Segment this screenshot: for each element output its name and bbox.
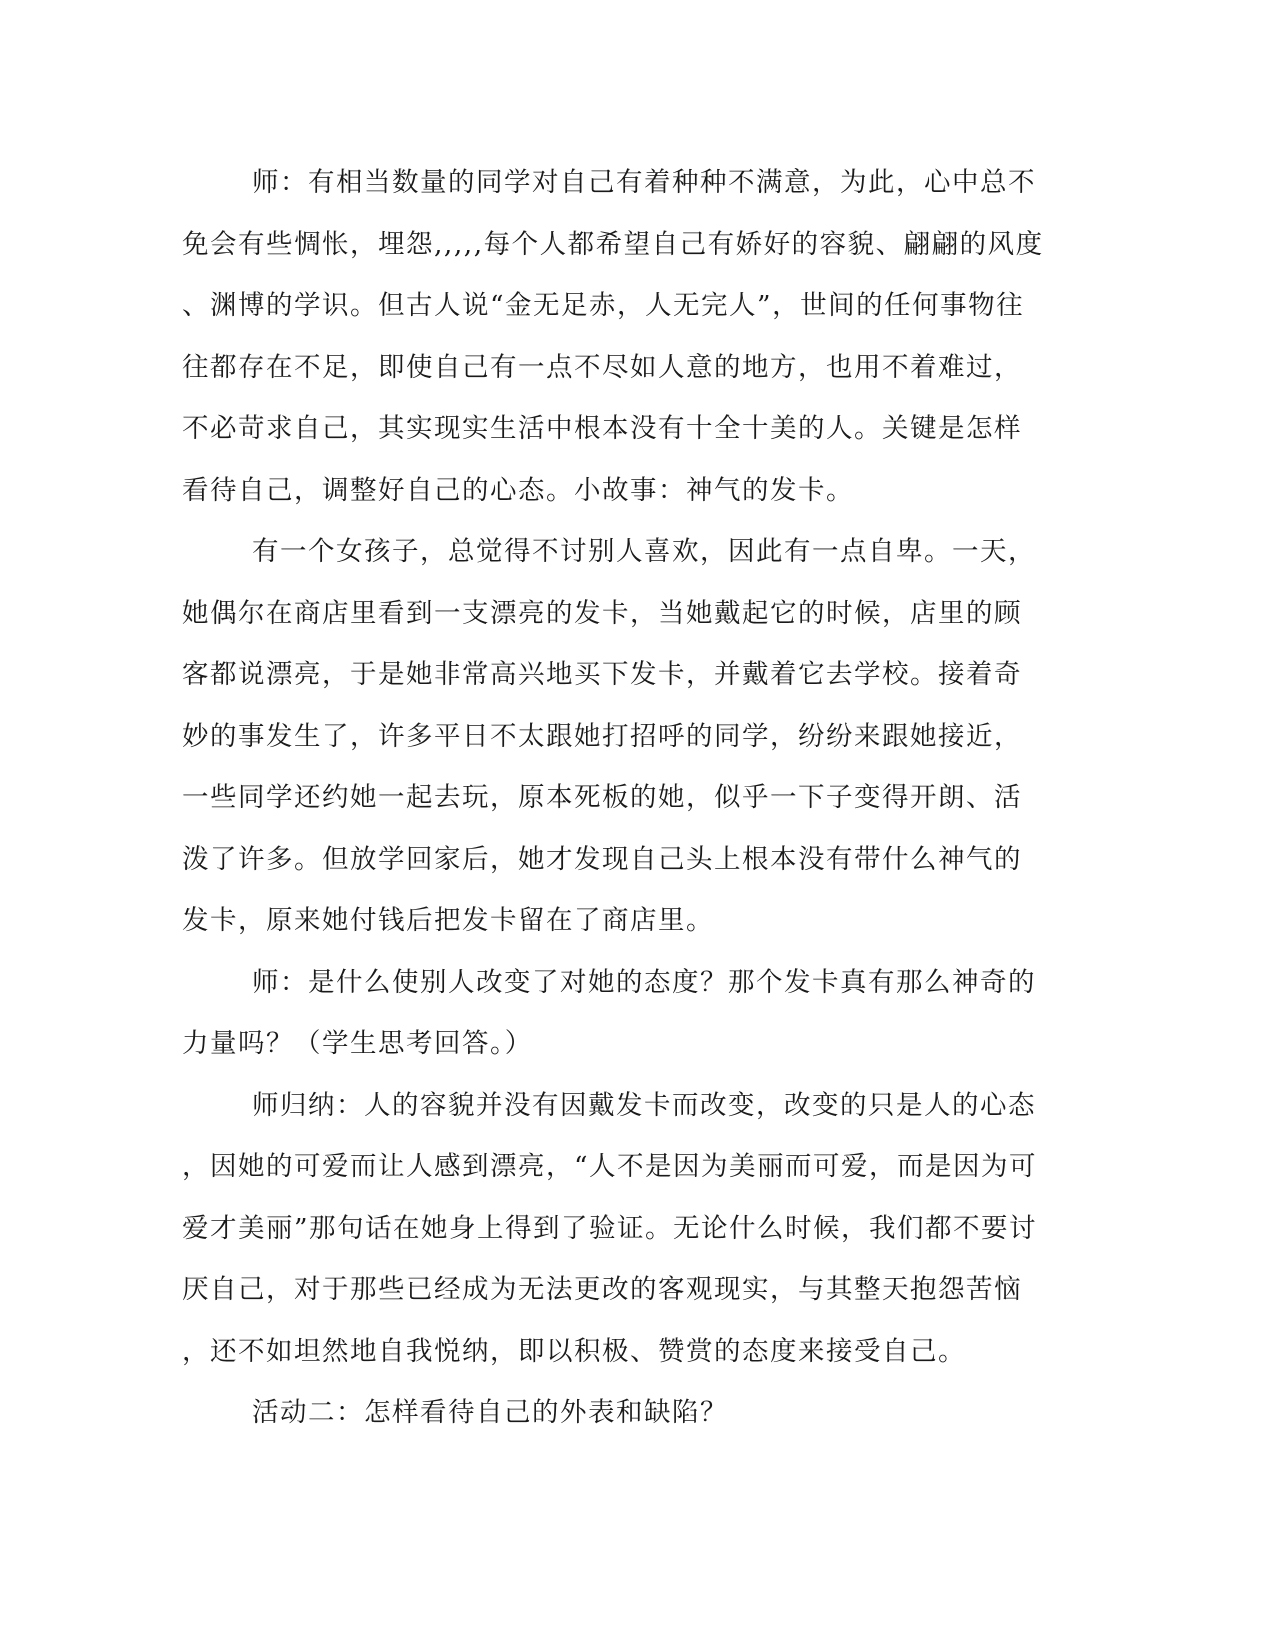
document-body xyxy=(182,152,1042,1444)
paragraph-line: 看待自己，调整好自己的心态。小故事：神气的发卡。 xyxy=(182,474,854,506)
paragraph-line: 她偶尔在商店里看到一支漂亮的发卡，当她戴起它的时候，店里的顾 xyxy=(182,597,1022,629)
paragraph-line: 妙的事发生了，许多平日不太跟她打招呼的同学，纷纷来跟她接近， xyxy=(182,720,1022,752)
paragraph-line: 师：是什么使别人改变了对她的态度？那个发卡真有那么神奇的 xyxy=(252,966,1036,998)
paragraph-line: 厌自己，对于那些已经成为无法更改的客观现实，与其整天抱怨苦恼 xyxy=(182,1274,1022,1305)
paragraph-line: 有一个女孩子，总觉得不讨别人喜欢，因此有一点自卑。一天， xyxy=(252,536,1036,567)
paragraph-line: 发卡，原来她付钱后把发卡留在了商店里。 xyxy=(182,905,714,936)
paragraph-line: 客都说漂亮，于是她非常高兴地买下发卡，并戴着它去学校。接着奇 xyxy=(182,659,1022,690)
paragraph-line: 爱才美丽”那句话在她身上得到了验证。无论什么时候，我们都不要讨 xyxy=(182,1212,1038,1244)
paragraph-line: 师归纳：人的容貌并没有因戴发卡而改变，改变的只是人的心态 xyxy=(252,1089,1036,1121)
paragraph-line: 师：有相当数量的同学对自己有着种种不满意，为此，心中总不 xyxy=(252,167,1036,198)
paragraph-line: 一些同学还约她一起去玩，原本死板的她，似乎一下子变得开朗、活 xyxy=(182,782,1022,813)
paragraph-line: 泼了许多。但放学回家后，她才发现自己头上根本没有带什么神气的 xyxy=(182,843,1022,875)
section-heading: 活动二：怎样看待自己的外表和缺陷？ xyxy=(252,1397,728,1428)
paragraph-line: 往都存在不足，即使自己有一点不尽如人意的地方，也用不着难过， xyxy=(182,351,1022,383)
paragraph-line: 不必苛求自己，其实现实生活中根本没有十全十美的人。关键是怎样 xyxy=(182,413,1022,444)
paragraph-line: 力量吗？（学生思考回答。） xyxy=(182,1028,533,1059)
paragraph-line: ，还不如坦然地自我悦纳，即以积极、赞赏的态度来接受自己。 xyxy=(182,1335,966,1367)
paragraph-line: ，因她的可爱而让人感到漂亮，“人不是因为美丽而可爱，而是因为可 xyxy=(182,1151,1038,1182)
paragraph-line: 免会有些惆怅，埋怨,,,,,每个人都希望自己有娇好的容貌、翩翩的风度 xyxy=(182,228,1044,260)
paragraph-line: 、渊博的学识。但古人说“金无足赤，人无完人”，世间的任何事物往 xyxy=(182,290,1025,321)
